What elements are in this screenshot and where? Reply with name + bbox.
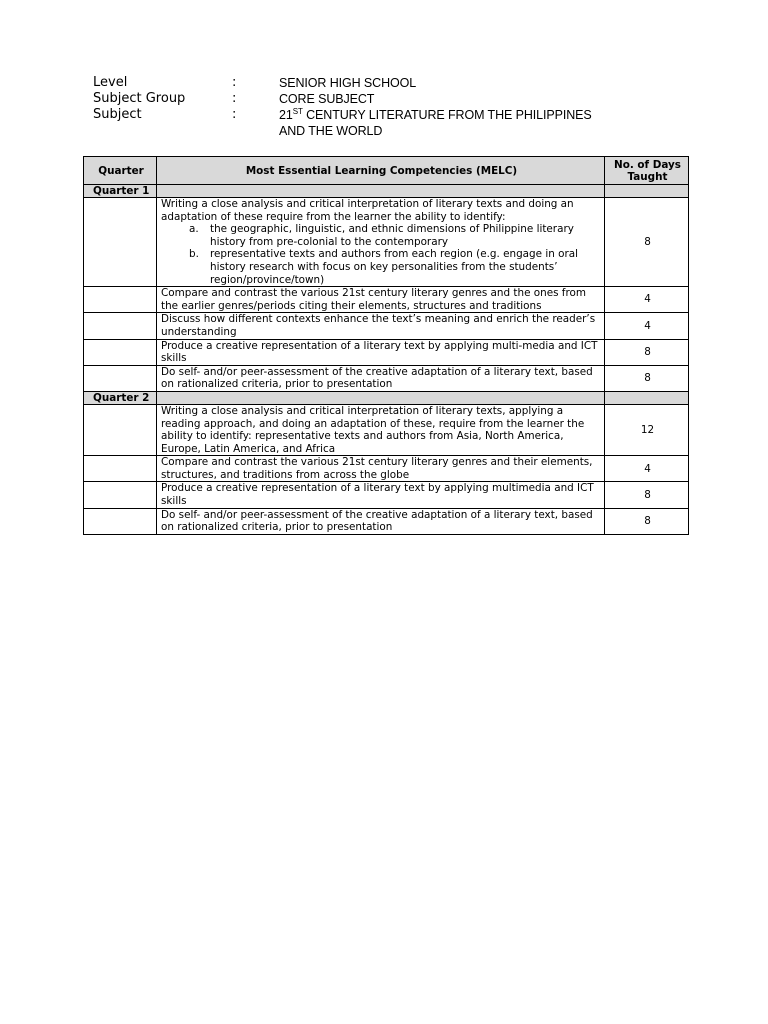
days-cell: 8 [605,482,689,508]
subject-group-colon: : [232,91,237,106]
quarter-2-row [84,391,689,404]
days-cell: 8 [605,339,689,365]
competency-cell: Do self- and/or peer-assessment of the creative adaptation of a literary text, based on rationalized criteria, prior to presentation [157,365,605,391]
competency-cell: Do self- and/or peer-assessment of the creative adaptation of a literary text, based on rationalized criteria, prior to presentation [157,508,605,534]
competency-cell: Produce a creative representation of a literary text by applying multimedia and ICT skills [157,482,605,508]
table-header-row [84,157,689,185]
level-row [93,75,693,91]
list-item [161,223,602,248]
competency-cell: Writing a close analysis and critical interpretation of literary texts, applying a reading approach, and doing an adaptation of these, require from the learner the ability to identify: representative texts and authors from Asia, North America, Europe, Latin America, and Africa [157,404,605,455]
list-item [161,248,602,286]
subject-group-row [93,91,693,107]
competency-cell: Produce a creative representation of a literary text by applying multi-media and ICT skills [157,339,605,365]
subject-row [93,107,693,139]
days-cell: 4 [605,287,689,313]
table-row [84,482,689,508]
table-row [84,508,689,534]
melc-table [83,156,689,535]
subject-value-line1: CENTURY LITERATURE FROM THE PHILIPPINES [302,108,592,122]
quarter-1-row [84,185,689,198]
days-cell: 12 [605,404,689,455]
table-row [84,339,689,365]
quarter-2-label: Quarter 2 [84,391,157,404]
subject-value [279,107,609,139]
subject-value-superscript: ST [292,107,303,116]
header-days-line2: Taught [627,170,668,183]
quarter-1-label: Quarter 1 [84,185,157,198]
subject-info [93,75,693,139]
list-item-text: representative texts and authors from each region (e.g. engage in oral history research with focus on key personalities from the students’ region/province/town) [210,248,578,286]
header-days-line1: No. of Days [614,158,681,171]
table-row [84,365,689,391]
header-melc: Most Essential Learning Competencies (MELC) [157,157,605,185]
days-cell: 4 [605,456,689,482]
level-label: Level [93,75,128,90]
list-item-text: the geographic, linguistic, and ethnic dimensions of Philippine literary history from pre-colonial to the contemporary [210,223,574,248]
level-value: SENIOR HIGH SCHOOL [279,76,417,90]
table-row [84,287,689,313]
header-days [605,157,689,185]
table-row [84,404,689,455]
subject-colon: : [232,107,237,122]
competency-cell: Discuss how different contexts enhance the text’s meaning and enrich the reader’s understanding [157,313,605,339]
competency-cell [157,198,605,287]
competency-cell: Compare and contrast the various 21st century literary genres and the ones from the earlier genres/periods citing their elements, structures and traditions [157,287,605,313]
header-quarter: Quarter [84,157,157,185]
list-item-letter: a. [189,223,199,236]
level-colon: : [232,75,237,90]
days-cell: 4 [605,313,689,339]
days-cell: 8 [605,508,689,534]
table-row [84,313,689,339]
days-cell: 8 [605,198,689,287]
days-cell: 8 [605,365,689,391]
subject-group-label: Subject Group [93,91,186,106]
competency-cell: Compare and contrast the various 21st century literary genres and their elements, structures, and traditions from across the globe [157,456,605,482]
subject-group-value: CORE SUBJECT [279,92,375,106]
subject-label: Subject [93,107,142,122]
table-row [84,456,689,482]
subject-value-prefix: 21 [279,108,293,122]
competency-text: Writing a close analysis and critical interpretation of literary texts and doing an adaptation of these require from the learner the ability to identify: [161,198,574,223]
table-row [84,198,689,287]
subject-value-line2: AND THE WORLD [279,124,383,138]
list-item-letter: b. [189,248,199,261]
